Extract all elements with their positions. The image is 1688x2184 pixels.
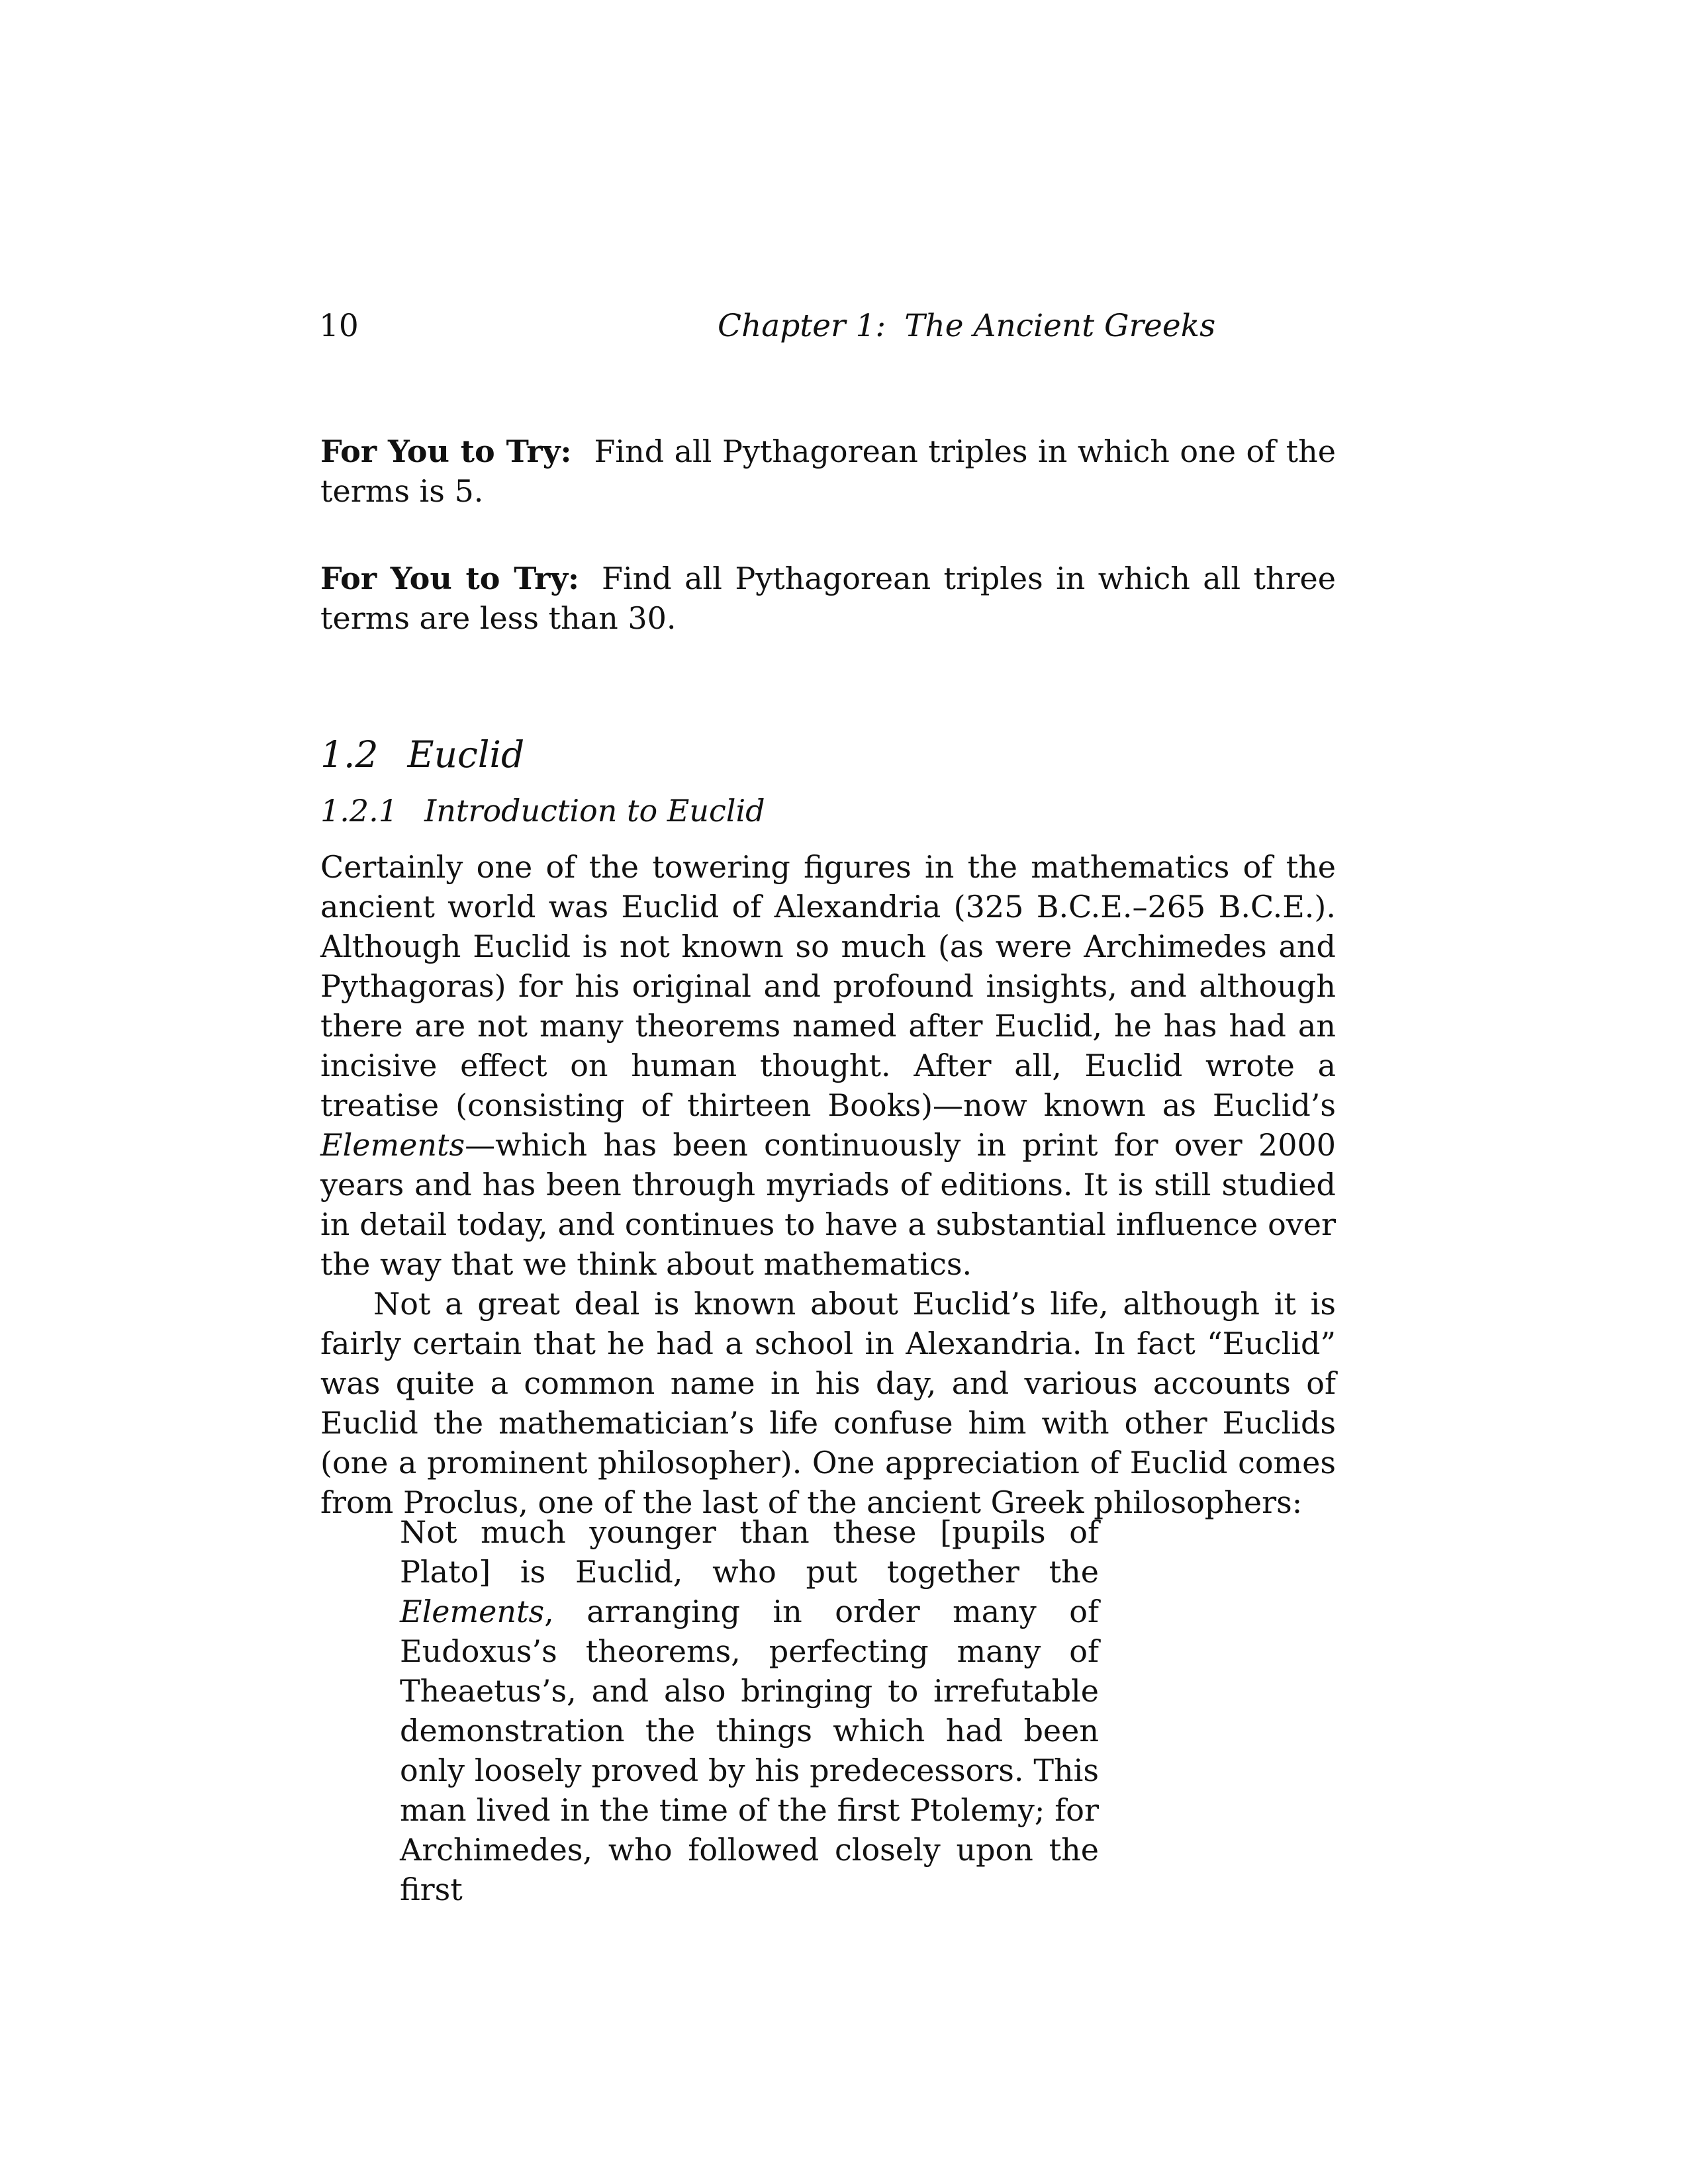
- elements-title: Elements: [320, 1127, 465, 1163]
- exercise-label: For You to Try:: [320, 433, 572, 469]
- exercise-2: [320, 559, 1336, 638]
- quote-part-1: Not much younger than these [pupils of Plato] is Euclid, who put together the: [400, 1514, 1099, 1590]
- body-text: [320, 847, 1336, 1522]
- paragraph-2: Not a great deal is known about Euclid’s life, although it is fairly certain that he had a school in Alexandria. In fact “Euclid” was quite a common name in his day, and various accounts of Euclid the mathematician’s life confuse him with other Euclids (one a prominent philosopher). One appreciation of Euclid comes from Proclus, one of the last of the ancient Greek philosophers:: [320, 1286, 1336, 1520]
- block-quote: [400, 1512, 1099, 1909]
- quote-part-2: , arranging in order many of Eudoxus’s theorems, perfecting many of Theaetus’s, and also bringing to irrefutable demonstration the things which had been only loosely proved by his predecessors. This man lived in the time of the first Ptolemy; for Archimedes, who followed closely upon the first: [400, 1594, 1099, 1907]
- chapter-title: [718, 303, 1215, 349]
- exercise-text: Find all Pythagorean triples in which all three terms are less than 30.: [320, 561, 1336, 636]
- quote-text: [400, 1512, 1099, 1909]
- paragraph-1: [320, 847, 1336, 1284]
- section-heading: [320, 728, 524, 781]
- page-number: 10: [319, 308, 359, 344]
- subsection-title: Introduction to Euclid: [424, 793, 765, 829]
- subsection-heading: [320, 790, 765, 832]
- quote-elements-title: Elements: [400, 1594, 545, 1629]
- exercise-label: For You to Try:: [320, 561, 580, 596]
- paragraph-1-part-2: —which has been continuously in print for over 2000 years and has been through myriads of editions. It is still studied in detail today, and continues to have a substantial influence over the way that we think about mathematics.: [320, 1127, 1336, 1282]
- section-title: Euclid: [407, 733, 525, 776]
- chapter-name: The Ancient Greeks: [904, 308, 1216, 344]
- subsection-number: 1.2.1: [320, 793, 399, 829]
- exercise-text: Find all Pythagorean triples in which one of the terms is 5.: [320, 433, 1336, 509]
- exercise-1: [320, 432, 1336, 511]
- paragraph-1-part-1: Certainly one of the towering figures in the mathematics of the ancient world was Euclid of Alexandria (325 B.C.E.–265 B.C.E.). Although Euclid is not known so much (as were Archimedes and Pythagoras) for his original and profound insights, and although there are not many theorems named after Euclid, he has had an incisive effect on human thought. After all, Euclid wrote a treatise (consisting of thirteen Books)—now known as Euclid’s: [320, 849, 1336, 1123]
- section-number: 1.2: [320, 733, 379, 776]
- running-head: [319, 303, 1336, 349]
- chapter-label: Chapter 1:: [718, 308, 886, 344]
